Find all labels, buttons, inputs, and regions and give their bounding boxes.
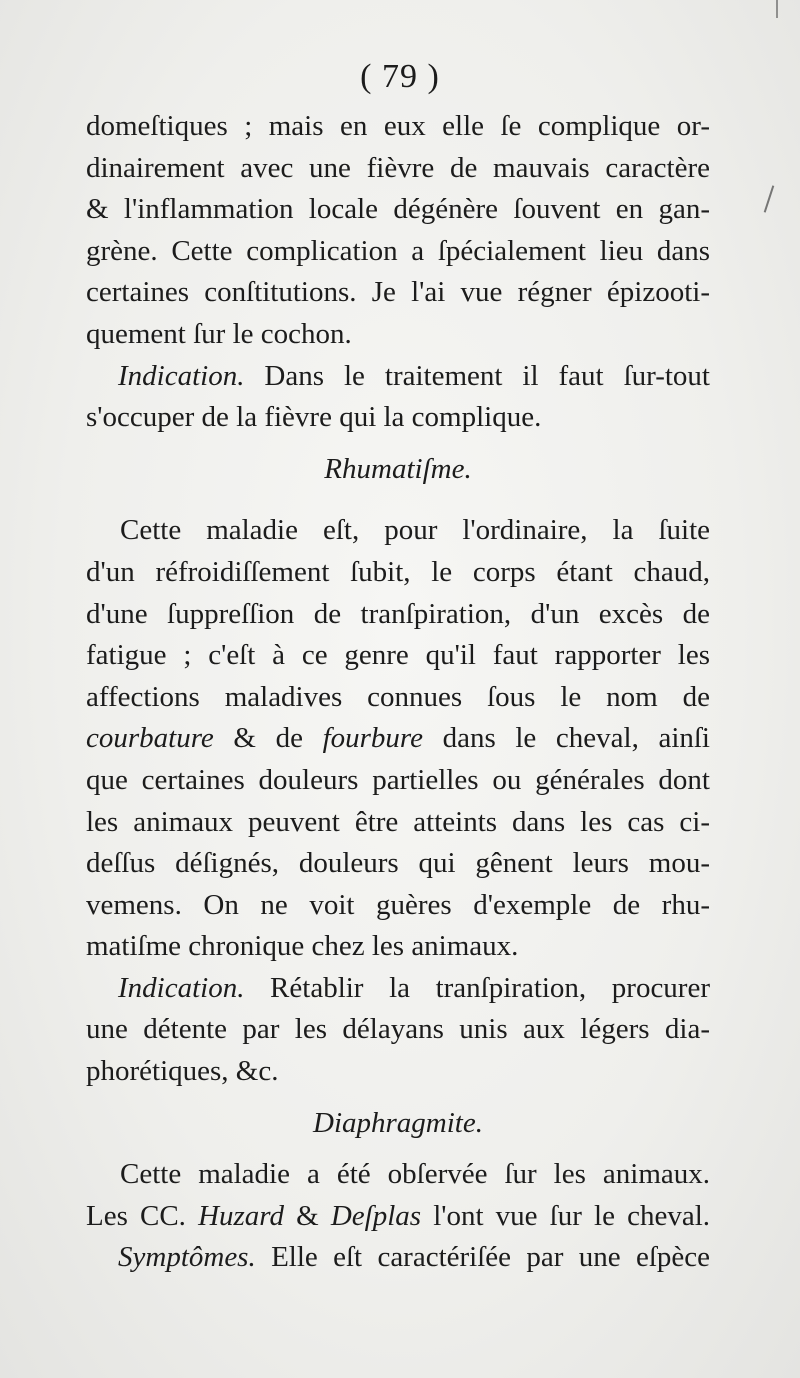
text-run: Elle eſt caractériſée par une eſpèce xyxy=(255,1241,710,1274)
text-line: une détente par les délayans unis aux légers dia- xyxy=(86,1013,710,1046)
symptomes-label: Symptômes. xyxy=(118,1241,256,1274)
text-run: & de xyxy=(213,722,323,755)
text-line: phorétiques, &c. xyxy=(86,1055,279,1088)
author-name-desplas: Deſplas xyxy=(330,1199,422,1232)
text-line: Cette maladie a été obſervée ſur les animaux. xyxy=(120,1158,710,1191)
indication-label: Indication. xyxy=(118,359,245,392)
text-line: s'occuper de la fièvre qui la complique. xyxy=(86,401,542,434)
text-line: domeſtiques ; mais en eux elle ſe complique or- xyxy=(86,110,710,142)
text-line: deſſus déſignés, douleurs qui gênent leurs mou- xyxy=(86,847,710,880)
text-line: que certaines douleurs partielles ou générales dont xyxy=(86,763,710,796)
text-line: grène. Cette complication a ſpécialement lieu dans xyxy=(86,234,710,267)
indication-label: Indication. xyxy=(118,971,245,1004)
text-line: Cette maladie eſt, pour l'ordinaire, la ſuite xyxy=(120,514,710,547)
text-run: & xyxy=(284,1199,331,1232)
text-line: matiſme chronique chez les animaux. xyxy=(86,930,519,963)
text-line xyxy=(86,356,710,398)
page-number: ( 79 ) xyxy=(360,58,440,95)
page-edge-mark xyxy=(776,0,778,18)
text-line: d'un réfroidiſſement ſubit, le corps étant chaud, xyxy=(86,555,710,588)
section-heading-rhumatisme: Rhumatiſme. xyxy=(324,452,472,485)
term-fourbure: fourbure xyxy=(322,722,423,755)
text-line: fatigue ; c'eſt à ce genre qu'il faut rapporter les xyxy=(86,639,710,672)
text-line: vemens. On ne voit guères d'exemple de rhu- xyxy=(86,888,710,921)
text-line: certaines conſtitutions. Je l'ai vue régner épizooti- xyxy=(86,276,710,309)
text-line: les animaux peuvent être atteints dans les cas ci- xyxy=(86,805,710,838)
text-run: Dans le traitement il faut ſur-tout xyxy=(244,359,710,392)
text-line xyxy=(86,1237,710,1279)
text-line: affections maladives connues ſous le nom de xyxy=(86,680,710,713)
author-name-huzard: Huzard xyxy=(198,1199,285,1232)
text-line xyxy=(86,968,710,1010)
ink-stroke-mark xyxy=(764,185,775,212)
text-line: d'une ſuppreſſion de tranſpiration, d'un excès de xyxy=(86,597,710,630)
text-line: & l'inflammation locale dégénère ſouvent en gan- xyxy=(86,193,710,226)
term-courbature: courbature xyxy=(86,722,214,755)
text-run: Rétablir la tranſpiration, procurer xyxy=(244,971,710,1004)
text-line: quement ſur le cochon. xyxy=(86,317,352,350)
text-run: Les CC. xyxy=(86,1199,199,1232)
text-line xyxy=(86,1196,710,1238)
text-line xyxy=(86,718,710,760)
body-text xyxy=(86,106,710,1279)
text-run: dans le cheval, ainſi xyxy=(423,722,710,755)
section-heading-diaphragmite: Diaphragmite. xyxy=(313,1106,483,1139)
text-line: dinairement avec une fièvre de mauvais caractère xyxy=(86,151,710,184)
text-run: l'ont vue ſur le cheval. xyxy=(421,1199,711,1232)
